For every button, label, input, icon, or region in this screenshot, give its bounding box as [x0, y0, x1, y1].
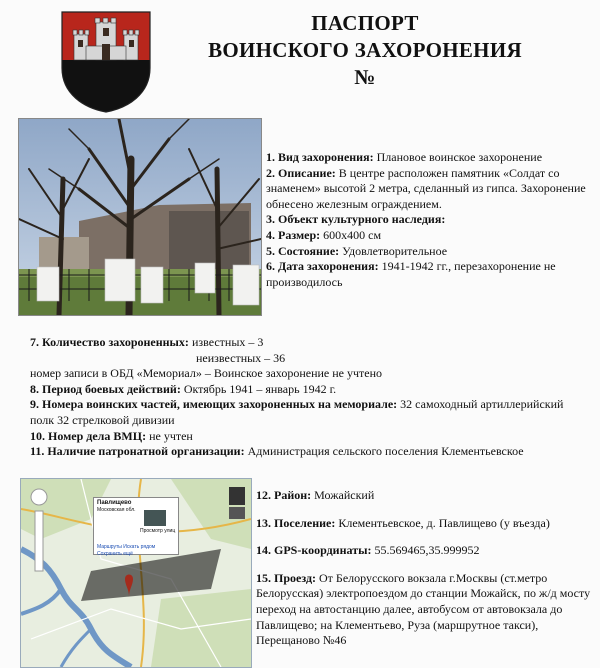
location-map[interactable]	[20, 478, 252, 668]
info-item-11: 11. Наличие патронатной организации: Администрация сельского поселения Клементьевское	[30, 444, 524, 459]
map-popup-subtitle: Московская обл.	[97, 507, 136, 513]
info-item-12: 12. Район: Можайский	[256, 488, 375, 502]
title-line-3: №	[354, 65, 376, 89]
info-item-4: 4. Размер: 600х400 см	[266, 227, 382, 242]
info-item-3: 3. Объект культурного наследия:	[266, 212, 446, 227]
info-item-9: 9. Номера воинских частей, имеющих захороненных на мемориале: 32 самоходный артиллерийский полк 32 стрелковой дивизии	[30, 397, 564, 427]
info-item-10: 10. Номер дела ВМЦ: не учтен	[30, 428, 193, 443]
info-item-2: 2. Описание: В центре расположен памятник «Солдат со знаменем» высотой 2 метра, сделанный из гипса. Захоронение обнесено железным ограждением.	[266, 165, 586, 211]
coat-of-arms	[58, 8, 154, 114]
info-item-5: 5. Состояние: Удовлетворительное	[266, 243, 448, 258]
info-mid-list	[30, 335, 590, 460]
info-item-1: 1. Вид захоронения: Плановое воинское захоронение	[266, 150, 543, 164]
info-item-7-obd: номер записи в ОБД «Мемориал» – Воинское захоронение не учтено	[30, 366, 383, 381]
title-line-1: ПАСПОРТ	[311, 11, 419, 35]
info-item-7-unknown: неизвестных – 36	[196, 350, 286, 365]
info-item-14: 14. GPS-координаты: 55.569465,35.999952	[256, 543, 480, 558]
info-bottom-list	[256, 488, 594, 661]
info-top-list	[266, 150, 594, 290]
map-popup-title: Павлищево	[97, 500, 132, 506]
memorial-photo	[18, 118, 262, 316]
info-item-13: 13. Поселение: Клементьевское, д. Павлищево (у въезда)	[256, 515, 550, 530]
map-popup-links[interactable]: Маршруты Искать рядом Сохранить ещё	[97, 544, 156, 557]
info-item-15: 15. Проезд: От Белорусского вокзала г.Москвы (ст.метро Белорусская) электропоездом до станции Можайск, по ж/д мосту переход на автостанцию далее, автобусом от автовокзала до Павлищево; на Клементьево, Руза (маршрутное такси), Перещаново №46	[256, 570, 591, 648]
map-popup-street-view[interactable]: Просмотр улиц	[140, 528, 176, 534]
info-item-8: 8. Период боевых действий: Октябрь 1941 – январь 1942 г.	[30, 381, 337, 396]
map-popup	[93, 497, 179, 555]
document-title	[170, 10, 560, 91]
info-item-7: 7. Количество захороненных: известных – 3	[30, 335, 264, 349]
title-line-2: ВОИНСКОГО ЗАХОРОНЕНИЯ	[208, 38, 522, 62]
info-item-6: 6. Дата захоронения: 1941-1942 гг., перезахоронение не производилось	[266, 259, 556, 289]
map-popup-thumbnail	[144, 510, 166, 526]
